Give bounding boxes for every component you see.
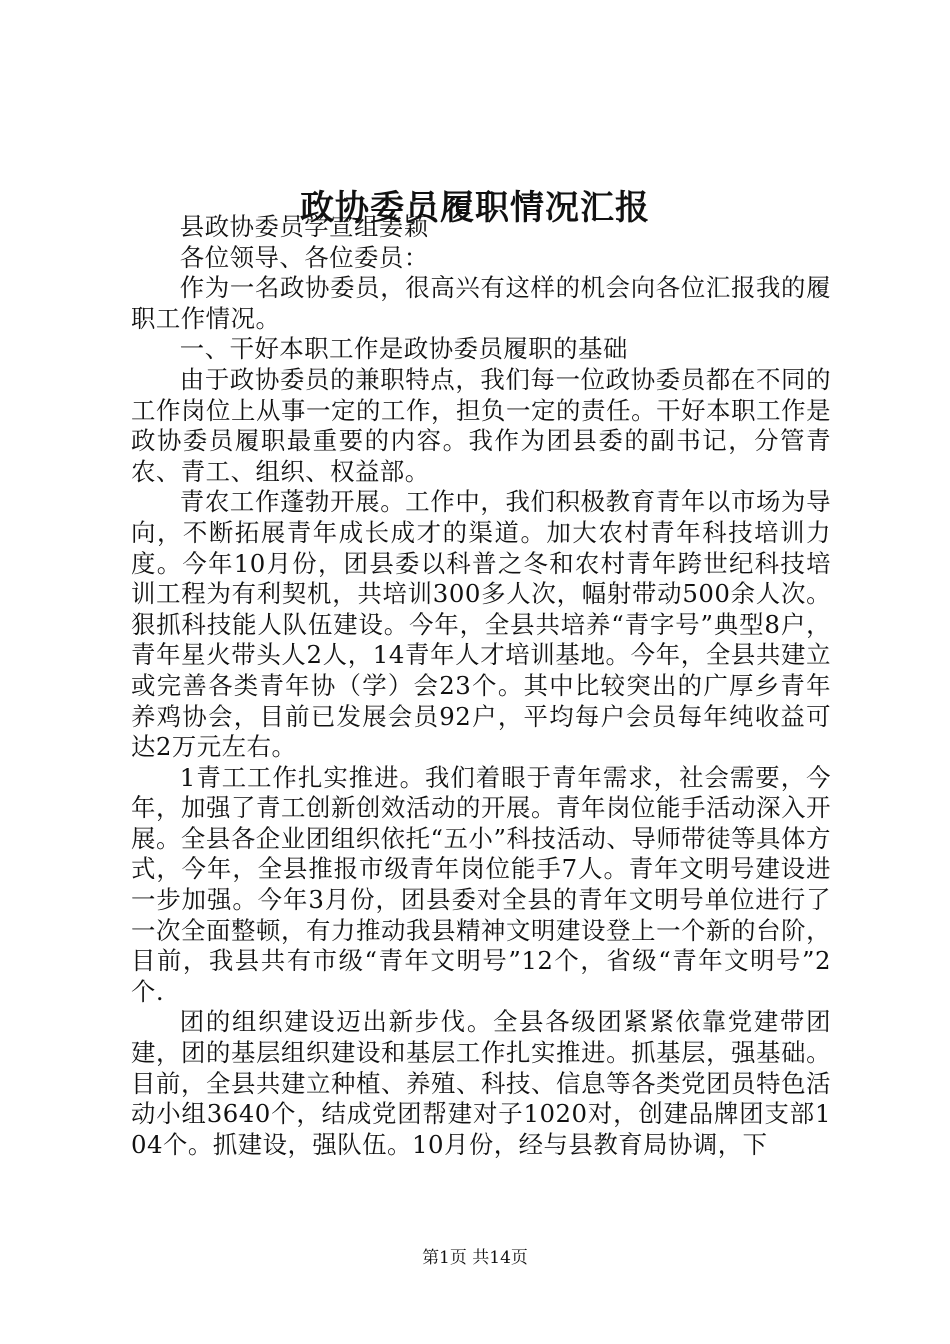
paragraph-4: 团的组织建设迈出新步伐。全县各级团紧紧依靠党建带团建，团的基层组织建设和基层工作扎实推进。抓基层，强基础。目前，全县共建立种植、养殖、科技、信息等各类党团员特色活动小组3640个，结成党团帮建对子1020对，创建品牌团支部104个。抓建设，强队伍。10月份，经与县教育局协调，下 bbox=[131, 1007, 831, 1159]
document-body bbox=[131, 212, 831, 1160]
author-line: 县政协委员学宣组姜颖 bbox=[179, 212, 429, 241]
paragraph-1: 由于政协委员的兼职特点，我们每一位政协委员都在不同的工作岗位上从事一定的工作，担负一定的责任。干好本职工作是政协委员履职最重要的内容。我作为团县委的副书记，分管青农、青工、组织、权益部。 bbox=[131, 364, 831, 486]
page-number: 第1页 共14页 bbox=[422, 1248, 528, 1268]
paragraph-3: 1青工工作扎实推进。我们着眼于青年需求，社会需要，今年，加强了青工创新创效活动的开展。青年岗位能手活动深入开展。全县各企业团组织依托“五小”科技活动、导师带徒等具体方式，今年，全县推报市级青年岗位能手7人。青年文明号建设进一步加强。今年3月份，团县委对全县的青年文明号单位进行了一次全面整顿，有力推动我县精神文明建设登上一个新的台阶，目前，我县共有市级“青年文明号”12个，省级“青年文明号”2个. bbox=[131, 762, 831, 1006]
paragraph-2: 青农工作蓬勃开展。工作中，我们积极教育青年以市场为导向，不断拓展青年成长成才的渠道。加大农村青年科技培训力度。今年10月份，团县委以科普之冬和农村青年跨世纪科技培训工程为有利契机，共培训300多人次，幅射带动500余人次。狠抓科技能人队伍建设。今年，全县共培养“青字号”典型8户，青年星火带头人2人，14青年人才培训基地。今年，全县共建立或完善各类青年协（学）会23个。其中比较突出的广厚乡青年养鸡协会，目前已发展会员92户，平均每户会员每年纯收益可达2万元左右。 bbox=[131, 487, 831, 762]
document-title: 政协委员履职情况汇报 bbox=[300, 188, 650, 228]
salutation: 各位领导、各位委员： bbox=[179, 242, 429, 272]
paragraph-intro: 作为一名政协委员，很高兴有这样的机会向各位汇报我的履职工作情况。 bbox=[131, 273, 831, 333]
section-heading-1: 一、干好本职工作是政协委员履职的基础 bbox=[179, 334, 628, 364]
